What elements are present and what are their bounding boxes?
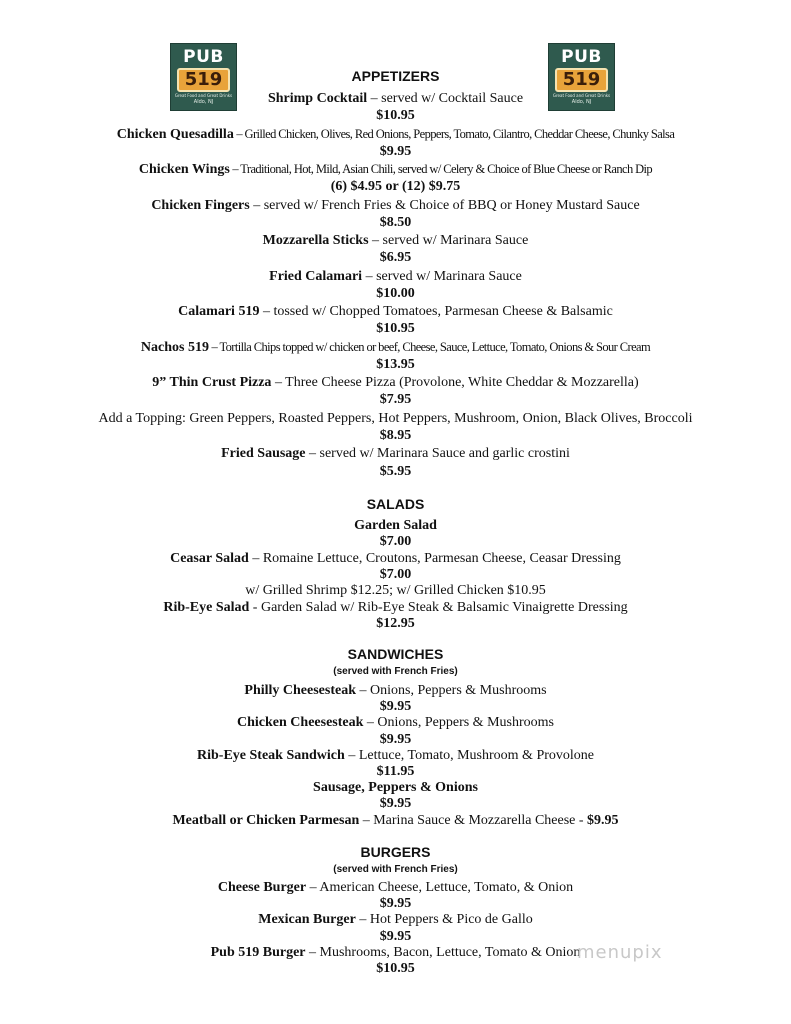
item-price: $13.95 — [376, 357, 415, 372]
item-desc: – Traditional, Hot, Mild, Asian Chili, served w/ Celery & Choice of Blue Cheese or Ranch Dip — [229, 162, 653, 176]
appetizers-heading: APPETIZERS — [351, 68, 440, 84]
item-desc: – Marina Sauce & Mozzarella Cheese - — [359, 813, 588, 828]
item-desc: w/ Grilled Shrimp $12.25; w/ Grilled Chicken $10.95 — [245, 583, 546, 598]
menu-item — [0, 197, 791, 214]
item-price: $7.95 — [379, 392, 412, 407]
item-desc: – Grilled Chicken, Olives, Red Onions, Peppers, Tomato, Cilantro, Cheddar Cheese, Chunky Salsa — [233, 127, 675, 141]
item-desc: – served w/ French Fries & Choice of BBQ or Honey Mustard Sauce — [249, 198, 640, 213]
menu-item — [0, 779, 791, 796]
menu-item — [0, 517, 791, 534]
logo-name: PUB — [183, 47, 224, 67]
item-desc: – Romaine Lettuce, Croutons, Parmesan Cheese, Ceasar Dressing — [248, 551, 621, 566]
item-name: Chicken Wings — [138, 162, 230, 177]
menu-item — [0, 582, 791, 599]
item-price: $9.95 — [379, 929, 412, 944]
logo-name: PUB — [561, 47, 602, 67]
item-desc: – Onions, Peppers & Mushrooms — [363, 715, 554, 730]
item-desc: Add a Topping: Green Peppers, Roasted Peppers, Hot Peppers, Mushroom, Onion, Black Olives, Broccoli — [98, 411, 693, 426]
menu-item — [0, 550, 791, 567]
logo-tagline: Great Food and Great Drinks — [552, 93, 611, 98]
item-desc: – tossed w/ Chopped Tomatoes, Parmesan Cheese & Balsamic — [259, 304, 613, 319]
menu-item — [0, 911, 791, 928]
menu-item — [0, 90, 791, 107]
menu-item — [0, 714, 791, 731]
item-price: $9.95 — [379, 699, 412, 714]
item-price: $9.95 — [587, 813, 619, 828]
item-price: $8.50 — [379, 215, 412, 230]
item-price: $12.95 — [376, 616, 415, 631]
item-price: $11.95 — [376, 764, 415, 779]
sandwiches-heading: SANDWICHES — [347, 646, 444, 662]
item-desc: – Lettuce, Tomato, Mushroom & Provolone — [344, 748, 594, 763]
item-name: Mexican Burger — [258, 912, 356, 927]
item-desc: – served w/ Marinara Sauce — [368, 233, 529, 248]
menu-item — [0, 339, 791, 356]
item-name: Sausage, Peppers & Onions — [313, 780, 478, 795]
item-name: Pub 519 Burger — [210, 945, 306, 960]
item-desc: – served w/ Cocktail Sauce — [367, 91, 524, 106]
item-desc: – Hot Peppers & Pico de Gallo — [355, 912, 533, 927]
menupix-watermark: menupix — [577, 942, 663, 963]
menu-item — [0, 599, 791, 616]
item-price: $6.95 — [379, 250, 412, 265]
item-name: Rib-Eye Salad — [163, 600, 250, 615]
salads-heading: SALADS — [366, 496, 425, 512]
menu-item — [0, 879, 791, 896]
item-name: Rib-Eye Steak Sandwich — [197, 748, 345, 763]
item-name: Fried Calamari — [269, 269, 363, 284]
menu-item — [0, 812, 791, 829]
item-desc: - Garden Salad w/ Rib-Eye Steak & Balsamic Vinaigrette Dressing — [249, 600, 628, 615]
menu-item — [0, 126, 791, 143]
item-name: 9” Thin Crust Pizza — [152, 375, 272, 390]
logo-number: 519 — [177, 68, 231, 92]
item-price: $10.00 — [376, 286, 415, 301]
item-name: Ceasar Salad — [170, 551, 249, 566]
item-desc: – Tortilla Chips topped w/ chicken or beef, Cheese, Sauce, Lettuce, Tomato, Onions & Sour Cream — [208, 340, 651, 354]
sandwiches-note: (served with French Fries) — [333, 666, 458, 677]
item-price: $8.95 — [379, 428, 412, 443]
menu-item — [0, 445, 791, 462]
item-desc: – served w/ Marinara Sauce — [362, 269, 522, 284]
menu-item — [0, 410, 791, 427]
menu-item — [0, 161, 791, 178]
item-price: $10.95 — [376, 961, 415, 976]
item-price: (6) $4.95 or (12) $9.75 — [330, 179, 461, 194]
item-desc: – served w/ Marinara Sauce and garlic crostini — [305, 446, 570, 461]
item-name: Chicken Fingers — [151, 198, 250, 213]
item-name: Garden Salad — [354, 518, 437, 533]
item-name: Shrimp Cocktail — [267, 91, 368, 106]
item-name: Philly Cheesesteak — [244, 683, 357, 698]
menu-item — [0, 268, 791, 285]
item-price: $9.95 — [379, 732, 412, 747]
item-price: $9.95 — [379, 144, 412, 159]
item-price: $7.00 — [379, 534, 412, 549]
logo-number: 519 — [555, 68, 609, 92]
logo-town: Aldo, NJ — [193, 99, 214, 105]
item-name: Chicken Cheesesteak — [237, 715, 364, 730]
item-desc: – American Cheese, Lettuce, Tomato, & Onion — [306, 880, 574, 895]
item-price: $5.95 — [379, 464, 412, 479]
item-name: Cheese Burger — [217, 880, 307, 895]
item-name: Meatball or Chicken Parmesan — [172, 813, 360, 828]
menu-item — [0, 232, 791, 249]
item-price: $9.95 — [379, 896, 412, 911]
burgers-heading: BURGERS — [360, 844, 431, 860]
item-price: $7.00 — [379, 567, 412, 582]
menu-item — [0, 374, 791, 391]
menu-item — [0, 303, 791, 320]
item-name: Fried Sausage — [221, 446, 306, 461]
item-desc: – Three Cheese Pizza (Provolone, White Cheddar & Mozzarella) — [271, 375, 639, 390]
item-name: Mozzarella Sticks — [262, 233, 369, 248]
item-name: Chicken Quesadilla — [116, 127, 234, 142]
item-name: Nachos 519 — [140, 340, 209, 355]
logo-town: Aldo, NJ — [571, 99, 592, 105]
logo-tagline: Great Food and Great Drinks — [174, 93, 233, 98]
item-name: Calamari 519 — [178, 304, 260, 319]
item-price: $10.95 — [376, 108, 415, 123]
menu-item — [0, 944, 791, 961]
menu-item — [0, 747, 791, 764]
item-price: $9.95 — [379, 796, 412, 811]
menu-item — [0, 682, 791, 699]
item-price: $10.95 — [376, 321, 415, 336]
item-desc: – Mushrooms, Bacon, Lettuce, Tomato & Onion — [305, 945, 581, 960]
burgers-note: (served with French Fries) — [333, 864, 458, 875]
item-desc: – Onions, Peppers & Mushrooms — [356, 683, 547, 698]
